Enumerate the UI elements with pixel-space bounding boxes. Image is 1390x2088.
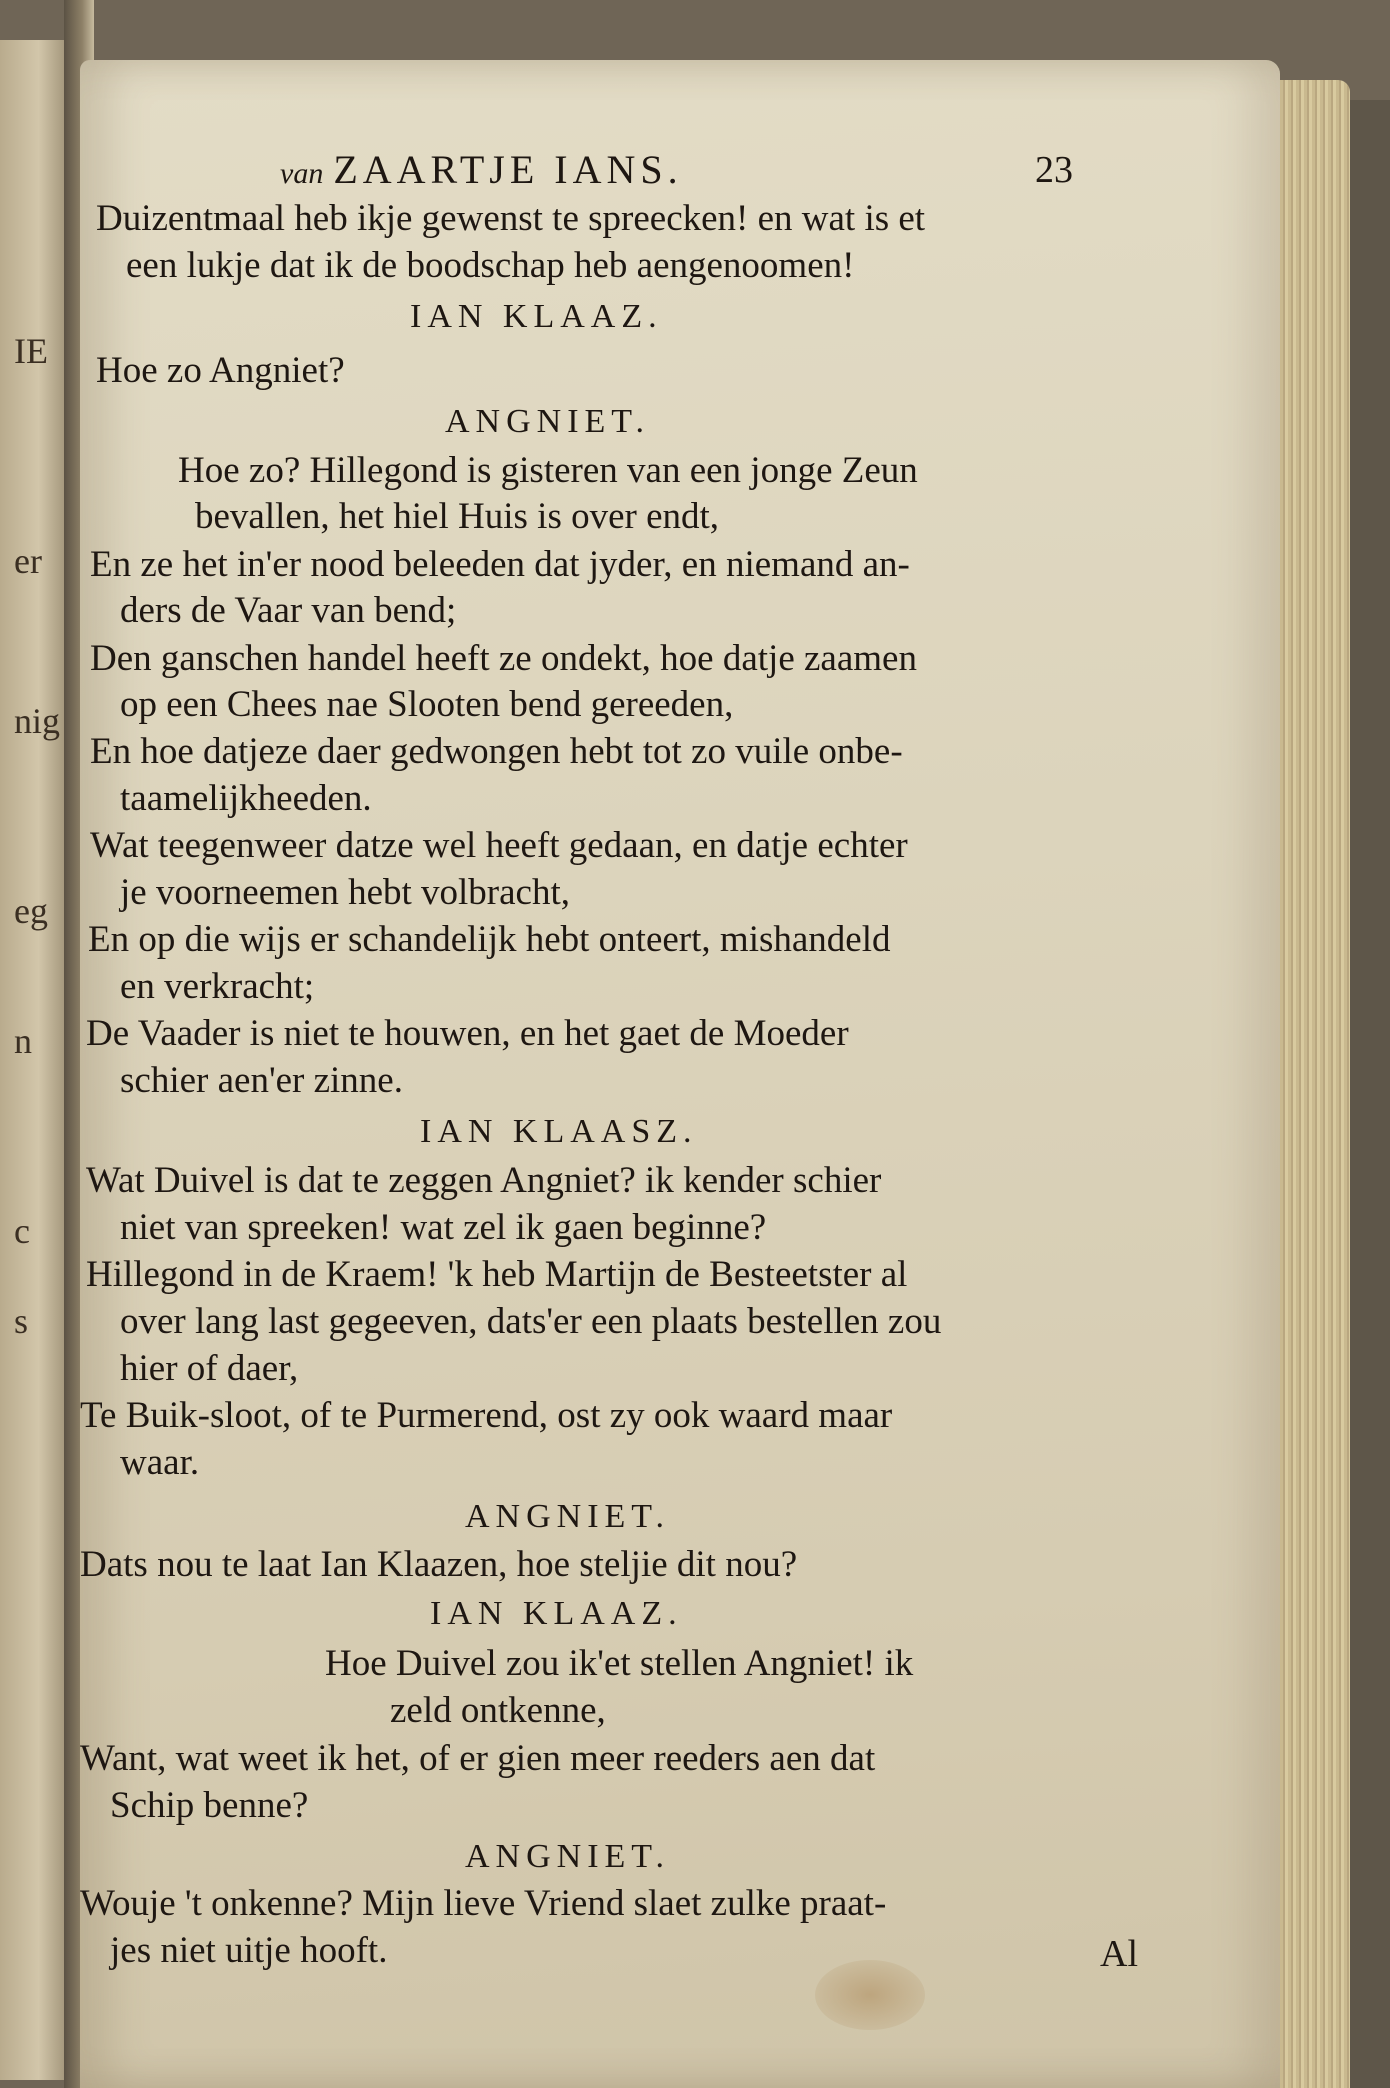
speaker-heading: IAN KLAASZ.: [420, 1113, 698, 1150]
text-line: Hoe Duivel zou ik'et stellen Angniet! ik: [325, 1643, 914, 1684]
text-line: hier of daer,: [120, 1348, 299, 1389]
speaker-heading: IAN KLAAZ.: [430, 1595, 683, 1632]
text-line: Hoe zo? Hillegond is gisteren van een jonge Zeun: [178, 450, 918, 491]
text-line: jes niet uitje hooft.: [110, 1930, 388, 1971]
text-line: Wat teegenweer datze wel heeft gedaan, en datje echter: [90, 825, 908, 866]
text-line: Hoe zo Angniet?: [96, 350, 345, 391]
text-line: over lang last gegeeven, dats'er een plaats bestellen zou: [120, 1301, 942, 1342]
book-page: [80, 60, 1280, 2088]
text-line: waar.: [120, 1442, 200, 1483]
page-text: [80, 60, 1280, 2088]
left-page-fragment: n: [14, 1021, 32, 1061]
text-line: Den ganschen handel heeft ze ondekt, hoe datje zaamen: [90, 638, 917, 679]
text-line: Duizentmaal heb ikje gewenst te spreecken! en wat is et: [96, 198, 926, 239]
text-line: en verkracht;: [120, 966, 315, 1007]
text-line: Hillegond in de Kraem! 'k heb Martijn de Besteetster al: [86, 1254, 908, 1295]
left-page-edge: [0, 40, 70, 2080]
left-page-fragment: s: [14, 1301, 29, 1341]
speaker-heading: ANGNIET.: [445, 403, 651, 440]
text-line: niet van spreeken! wat zel ik gaen beginne?: [120, 1207, 767, 1248]
page-number: 23: [1035, 149, 1073, 191]
text-line: En ze het in'er nood beleeden dat jyder, en niemand an-: [90, 544, 910, 585]
running-header-title: ZAARTJE IANS.: [333, 147, 683, 192]
running-header-prefix: van: [280, 157, 324, 190]
text-line: En hoe datjeze daer gedwongen hebt tot zo vuile onbe-: [90, 731, 903, 772]
text-line: Schip benne?: [110, 1785, 309, 1826]
speaker-heading: IAN KLAAZ.: [410, 298, 663, 335]
speaker-heading: ANGNIET.: [465, 1498, 671, 1535]
left-page-fragment: eg: [14, 891, 48, 931]
text-line: schier aen'er zinne.: [120, 1060, 403, 1101]
text-line: zeld ontkenne,: [390, 1690, 606, 1731]
running-header: [280, 147, 683, 192]
text-line: je voorneemen hebt volbracht,: [120, 872, 570, 913]
page-block-edge: [1280, 80, 1350, 2088]
text-line: En op die wijs er schandelijk hebt onteert, mishandeld: [88, 919, 891, 960]
catchword: Al: [1100, 1933, 1138, 1975]
left-page-fragment: nig: [14, 701, 61, 741]
left-page-fragment: c: [14, 1211, 30, 1251]
text-line: een lukje dat ik de boodschap heb aengenoomen!: [126, 245, 855, 286]
text-line: De Vaader is niet te houwen, en het gaet de Moeder: [86, 1013, 849, 1054]
text-line: Dats nou te laat Ian Klaazen, hoe steljie dit nou?: [80, 1544, 798, 1585]
text-line: op een Chees nae Slooten bend gereeden,: [120, 684, 734, 725]
text-line: Wat Duivel is dat te zeggen Angniet? ik kender schier: [86, 1160, 882, 1201]
left-page-fragment: IE: [14, 331, 48, 371]
text-line: taamelijkheeden.: [120, 778, 372, 819]
background-table: [1350, 100, 1390, 2088]
text-line: Te Buik-sloot, of te Purmerend, ost zy ook waard maar: [80, 1395, 893, 1436]
text-line: Wouje 't onkenne? Mijn lieve Vriend slaet zulke praat-: [80, 1883, 887, 1924]
text-line: bevallen, het hiel Huis is over endt,: [195, 496, 720, 537]
left-page-fragment: er: [14, 541, 42, 581]
speaker-heading: ANGNIET.: [465, 1838, 671, 1875]
text-line: Want, wat weet ik het, of er gien meer reeders aen dat: [80, 1738, 876, 1779]
text-line: ders de Vaar van bend;: [120, 590, 457, 631]
